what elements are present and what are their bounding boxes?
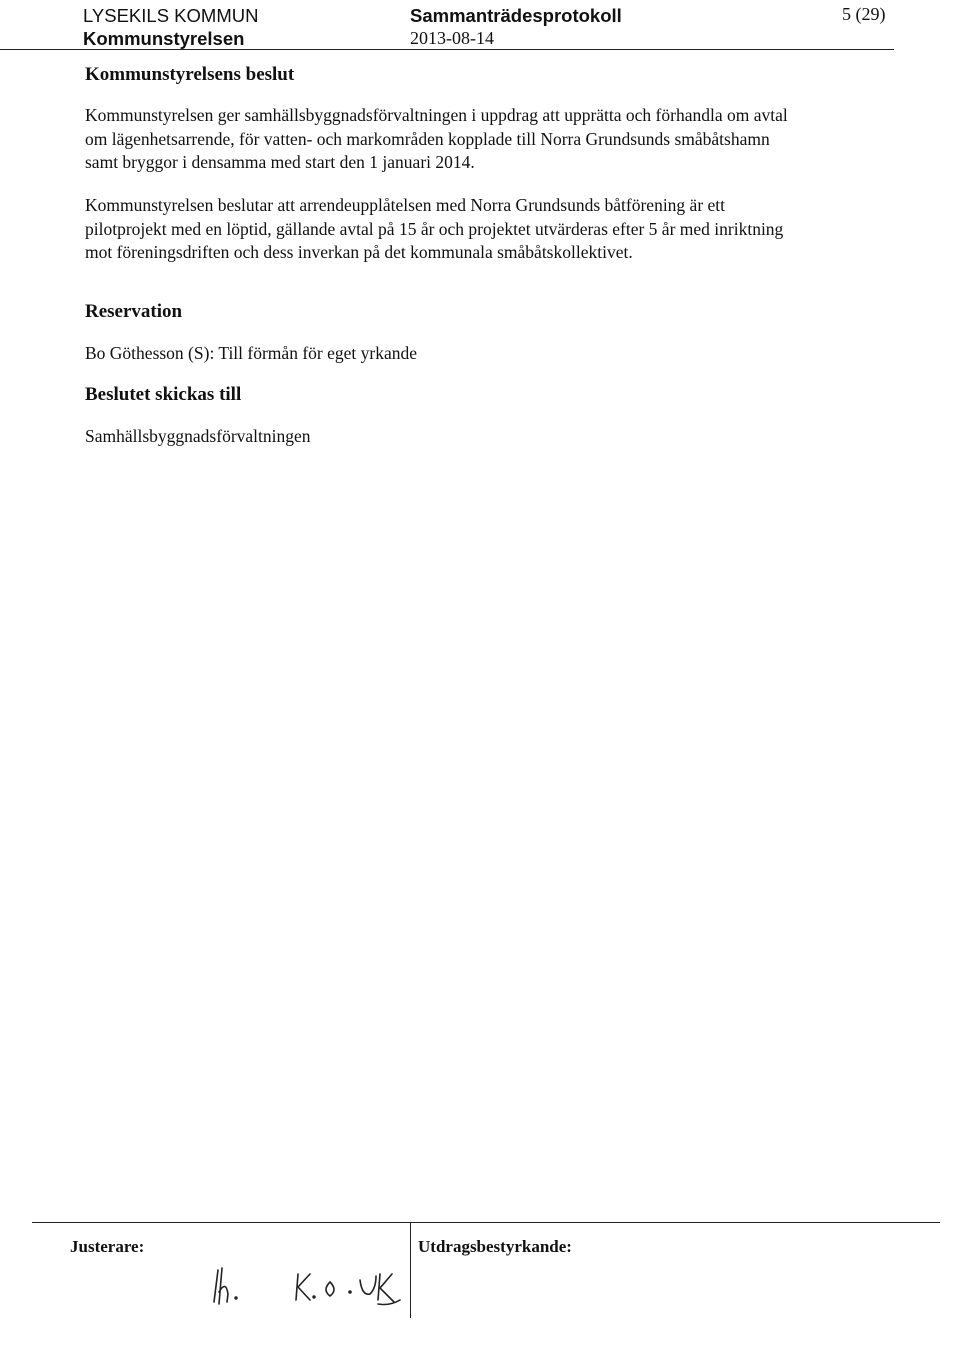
- reservation-text: Bo Göthesson (S): Till förmån för eget yrkande: [85, 343, 417, 363]
- decision-heading: Kommunstyrelsens beslut: [85, 64, 295, 85]
- municipality-name: LYSEKILS KOMMUN: [83, 5, 259, 26]
- page-number: 5 (29): [842, 4, 886, 24]
- decision-paragraph-1-block: [85, 104, 805, 175]
- justerare-label: Justerare:: [70, 1237, 145, 1256]
- footer-column-divider: [410, 1223, 411, 1318]
- reservation-body: [85, 342, 805, 366]
- document-type: Sammanträdesprotokoll: [410, 5, 622, 26]
- header-divider: [0, 49, 894, 50]
- reservation-section: [85, 301, 805, 323]
- sent-to-body: [85, 425, 805, 449]
- signature-initials: [210, 1262, 410, 1312]
- sent-to-section: [85, 384, 805, 406]
- meeting-date: 2013-08-14: [410, 28, 494, 48]
- header-middle: [410, 4, 622, 50]
- decision-section: [85, 64, 805, 86]
- header-left: [83, 4, 258, 50]
- footer-divider: [32, 1222, 940, 1223]
- decision-paragraph-2: Kommunstyrelsen beslutar att arrendeupplåtelsen med Norra Grundsunds båtförening är ett pilotprojekt med en löptid, gällande avtal på 15 år och projektet utvärderas efter 5 år med inriktning mot föreningsdriften och dess inverkan på det kommunala småbåtskollektivet.: [85, 195, 784, 262]
- sent-to-heading: Beslutet skickas till: [85, 384, 242, 405]
- board-name: Kommunstyrelsen: [83, 28, 245, 49]
- utdrag-label: Utdragsbestyrkande:: [418, 1237, 572, 1256]
- reservation-heading: Reservation: [85, 301, 183, 322]
- decision-paragraph-2-block: [85, 194, 805, 265]
- sent-to-text: Samhällsbyggnadsförvaltningen: [85, 426, 311, 446]
- decision-paragraph-1: Kommunstyrelsen ger samhällsbyggnadsförvaltningen i uppdrag att upprätta och förhandla om avtal om lägenhetsarrende, för vatten- och markområden kopplade till Norra Grundsunds småbåtshamn samt bryggor i densamma med start den 1 januari 2014.: [85, 105, 788, 172]
